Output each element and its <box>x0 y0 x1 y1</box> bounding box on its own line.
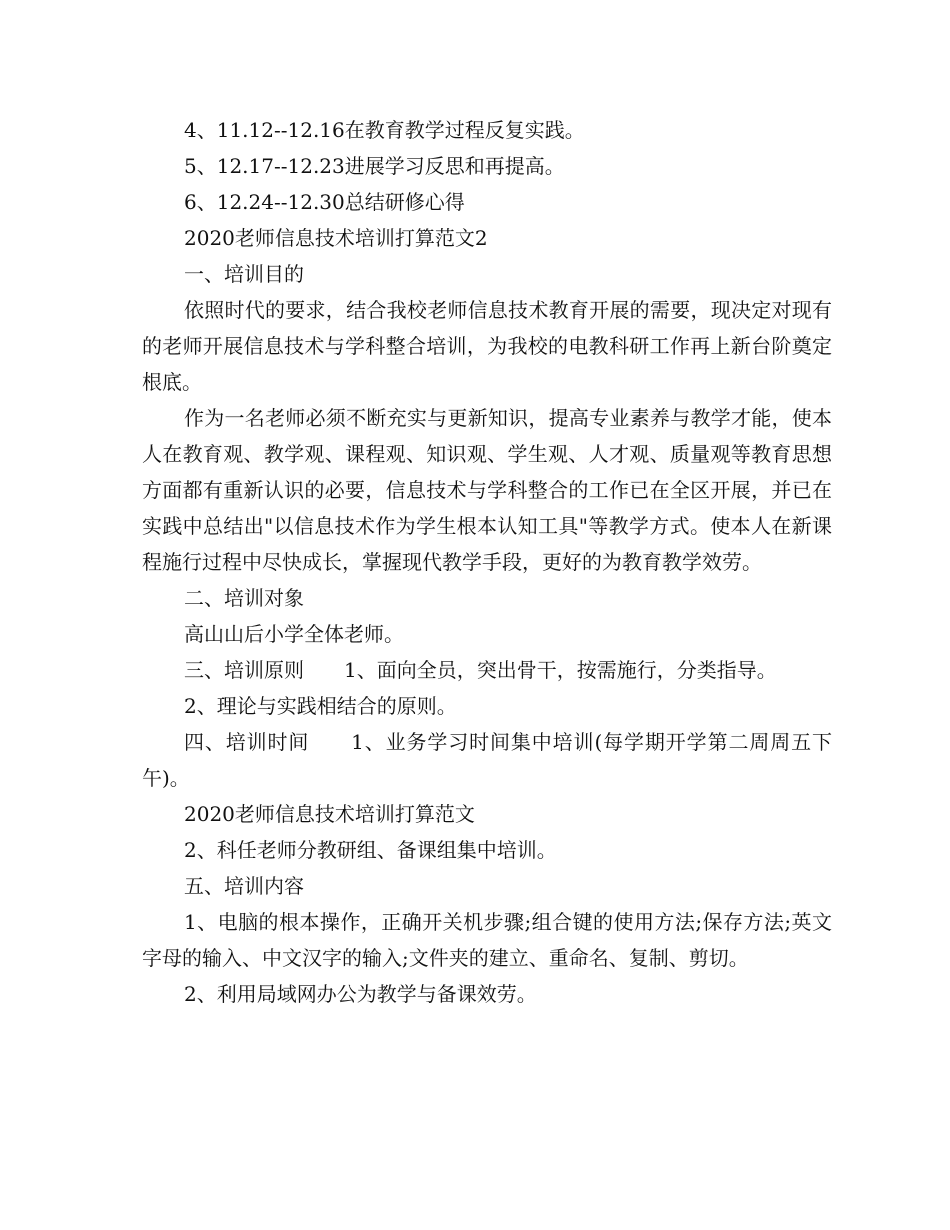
heading-training-purpose: 一、培训目的 <box>184 262 304 286</box>
paragraph-target: 高山山后小学全体老师。 <box>184 622 404 646</box>
paragraph-repeat-title: 2020老师信息技术培训打算范文 <box>184 802 475 826</box>
heading-training-principle: 三、培训原则 1、面向全员，突出骨干，按需施行，分类指导。 <box>184 658 777 682</box>
paragraph-teacher-growth: 作为一名老师必须不断充实与更新知识，提高专业素养与教学才能，使本人在教育观、教学观、课程观、知识观、学生观、人才观、质量观等教育思想方面都有重新认识的必要，信息技术与学科整合的工作已在全区开展，并已在实践中总结出"以信息技术作为学生根本认知工具"等教学方式。使本人在新课程施行过程中尽快成长，掌握现代教学手段，更好的为教育教学效劳。 <box>142 406 832 574</box>
heading-training-time: 四、培训时间 1、业务学习时间集中培训(每学期开学第二周周五下午)。 <box>142 730 832 790</box>
heading-training-target: 二、培训对象 <box>184 586 304 610</box>
paragraph-schedule-4: 4、11.12--12.16在教育教学过程反复实践。 <box>184 118 585 142</box>
document-body <box>142 112 832 1012</box>
paragraph-content-1: 1、电脑的根本操作，正确开关机步骤;组合键的使用方法;保存方法;英文字母的输入、中文汉字的输入;文件夹的建立、重命名、复制、剪切。 <box>142 910 832 970</box>
paragraph-schedule-5: 5、12.17--12.23进展学习反思和再提高。 <box>184 154 565 178</box>
paragraph-principle-2: 2、理论与实践相结合的原则。 <box>184 694 457 718</box>
paragraph-schedule-6: 6、12.24--12.30总结研修心得 <box>184 190 465 214</box>
paragraph-purpose: 依照时代的要求，结合我校老师信息技术教育开展的需要，现决定对现有的老师开展信息技术与学科整合培训，为我校的电教科研工作再上新台阶奠定根底。 <box>142 298 832 394</box>
paragraph-content-2: 2、利用局域网办公为教学与备课效劳。 <box>184 982 537 1006</box>
paragraph-time-2: 2、科任老师分教研组、备课组集中培训。 <box>184 838 557 862</box>
heading-training-content: 五、培训内容 <box>184 874 304 898</box>
section-title: 2020老师信息技术培训打算范文2 <box>184 226 488 250</box>
